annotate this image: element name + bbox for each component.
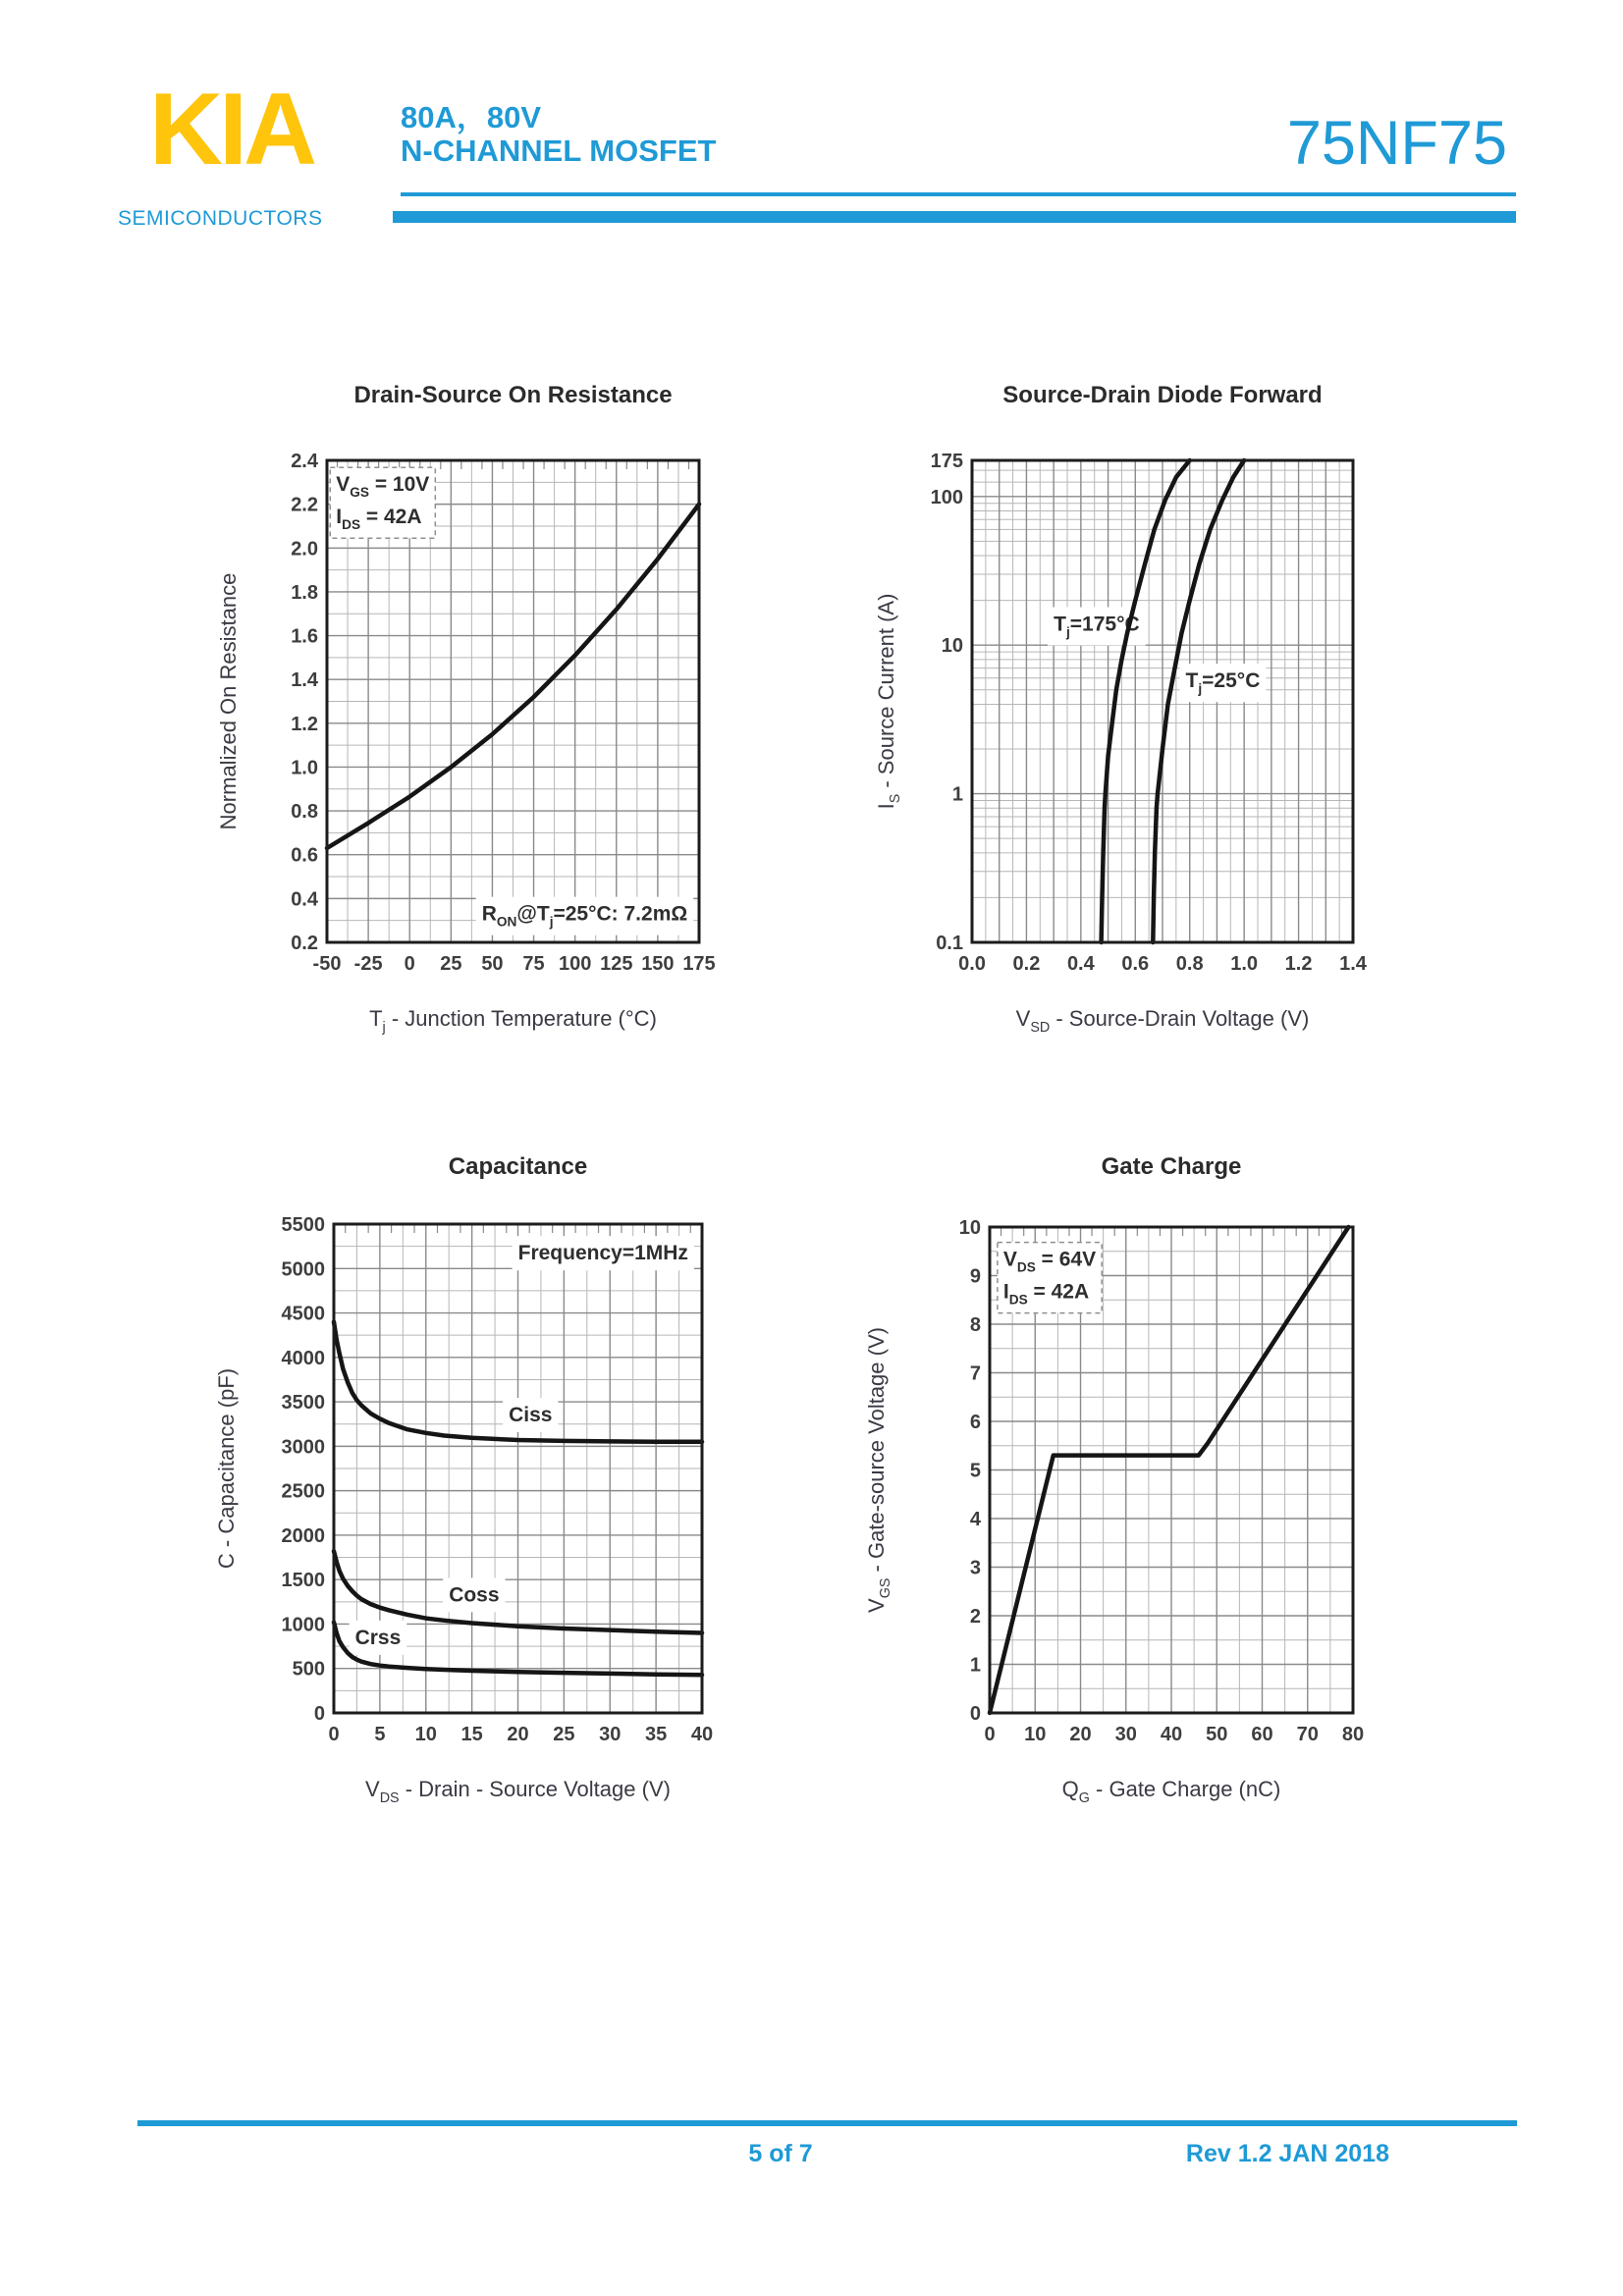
x-tick-label: 50 — [1206, 1724, 1228, 1745]
chart-svg — [815, 1124, 1463, 1831]
x-tick-label: 0.2 — [1012, 953, 1041, 975]
x-tick-label: 10 — [414, 1724, 437, 1745]
chart-title: Capacitance — [448, 1153, 588, 1180]
annotation — [443, 1577, 505, 1612]
y-tick-label: 175 — [930, 451, 963, 472]
x-tick-label: 0 — [984, 1724, 996, 1745]
chart-title: Gate Charge — [1101, 1153, 1242, 1180]
x-tick-label: 15 — [460, 1724, 483, 1745]
x-tick-label: 25 — [553, 1724, 575, 1745]
x-tick-label: 1.0 — [1230, 953, 1259, 975]
logo-subtitle: SEMICONDUCTORS — [118, 207, 323, 230]
y-tick-label: 2000 — [281, 1524, 325, 1547]
x-tick-label: 60 — [1251, 1724, 1273, 1745]
y-tick-label: 7 — [969, 1362, 981, 1385]
y-tick-label: 0 — [969, 1703, 981, 1725]
x-tick-label: 40 — [690, 1724, 714, 1745]
x-tick-label: 175 — [682, 953, 716, 975]
x-tick-label: 30 — [599, 1724, 622, 1745]
x-tick-label: 150 — [641, 953, 675, 975]
annotation-text: $I_{DS} = 42A$ — [1002, 1280, 1090, 1308]
y-tick-label: 3 — [969, 1557, 981, 1579]
y-tick-label: 0 — [313, 1703, 325, 1725]
page-number: 5 of 7 — [748, 2140, 813, 2167]
x-tick-label: 75 — [522, 953, 545, 975]
x-tick-label: 0.6 — [1121, 953, 1150, 975]
y-tick-label: 10 — [958, 1217, 981, 1239]
x-tick-label: 20 — [1069, 1724, 1092, 1745]
annotation — [503, 1398, 558, 1432]
y-tick-label: 5500 — [281, 1214, 325, 1236]
annotation-text: Ciss — [509, 1404, 553, 1427]
y-tick-label: 6 — [969, 1412, 981, 1433]
x-tick-label: -25 — [353, 953, 383, 975]
annotation-text: $V_{GS} = 10V$ — [336, 473, 430, 501]
x-tick-label: 100 — [558, 953, 592, 975]
annotation-text: Frequency=1MHz — [517, 1242, 688, 1265]
part-number: 75NF75 — [1286, 109, 1507, 178]
x-tick-label: 0.8 — [1175, 953, 1204, 975]
x-tick-label: 1.4 — [1339, 953, 1367, 975]
y-tick-label: 4000 — [281, 1347, 325, 1369]
y-tick-label: 10 — [941, 635, 963, 658]
x-axis-label: $T_j$ - Junction Temperature (°C) — [369, 1006, 657, 1036]
x-tick-label: 0 — [404, 953, 415, 975]
chart-title: Source-Drain Diode Forward — [1002, 382, 1323, 408]
x-tick-label: 40 — [1160, 1724, 1183, 1745]
x-tick-label: 0.0 — [958, 953, 986, 975]
y-axis-label: $V_{GS}$ - Gate-source Voltage (V) — [864, 1327, 893, 1613]
y-tick-label: 9 — [969, 1265, 981, 1288]
y-tick-label: 100 — [930, 486, 963, 508]
x-tick-label: 70 — [1296, 1724, 1319, 1745]
y-tick-label: 4 — [969, 1509, 981, 1530]
x-tick-label: 1.2 — [1284, 953, 1313, 975]
grid-major — [972, 460, 1353, 942]
device-rating: 80A，80V — [401, 100, 542, 134]
y-tick-label: 500 — [292, 1658, 325, 1681]
x-tick-label: 10 — [1024, 1724, 1047, 1745]
chart-svg — [167, 1124, 815, 1831]
y-tick-label: 2.2 — [291, 494, 318, 516]
y-tick-label: 2.0 — [291, 538, 318, 561]
annotation — [476, 897, 693, 935]
annotation-text: $T_j=175^\circ C$ — [1054, 613, 1140, 640]
y-tick-label: 0.2 — [291, 933, 318, 954]
y-tick-label: 3000 — [281, 1436, 325, 1459]
y-tick-label: 0.4 — [291, 888, 318, 911]
y-tick-label: 1 — [951, 783, 963, 806]
chart-source-drain-diode-forward — [815, 358, 1463, 1065]
chart-svg — [167, 358, 815, 1065]
y-axis-label: Normalized On Resistance — [216, 572, 241, 830]
y-tick-label: 1000 — [281, 1614, 325, 1636]
y-tick-label: 1.0 — [291, 757, 318, 779]
y-tick-label: 2 — [969, 1606, 981, 1628]
annotations — [998, 1243, 1102, 1313]
device-type: N-CHANNEL MOSFET — [401, 133, 717, 168]
y-tick-label: 0.8 — [291, 801, 318, 824]
annotation-text: $V_{DS} = 64V$ — [1002, 1248, 1097, 1275]
kia-logo: KIA — [149, 73, 314, 187]
y-tick-label: 1.6 — [291, 625, 318, 648]
y-tick-label: 1500 — [281, 1570, 325, 1592]
annotation-text: $I_{DS} = 42A$ — [336, 506, 422, 533]
header-rule-thick — [393, 211, 1516, 223]
x-tick-label: 5 — [374, 1724, 386, 1745]
annotation-text: $R_{ON}@T_j=25^\circ C$: 7.2mΩ — [481, 902, 688, 930]
x-tick-label: -50 — [312, 953, 342, 975]
chart-title: Drain-Source On Resistance — [353, 382, 673, 408]
y-axis-label: C - Capacitance (pF) — [214, 1367, 239, 1570]
y-tick-label: 0.1 — [936, 933, 963, 954]
x-tick-label: 125 — [600, 953, 633, 975]
x-tick-label: 35 — [645, 1724, 668, 1745]
footer-rule — [137, 2120, 1517, 2126]
tick-labels — [282, 1214, 714, 1745]
y-tick-label: 1 — [969, 1654, 981, 1677]
y-tick-label: 4500 — [281, 1303, 325, 1325]
annotation-text: Coss — [449, 1583, 500, 1607]
y-tick-label: 3500 — [281, 1392, 325, 1415]
chart-gate-charge — [815, 1124, 1463, 1831]
chart-capacitance — [167, 1124, 815, 1831]
x-axis-label: $V_{DS}$ - Drain - Source Voltage (V) — [365, 1777, 671, 1806]
y-tick-label: 5000 — [281, 1258, 325, 1281]
annotations — [350, 1236, 694, 1655]
y-tick-label: 2.4 — [291, 451, 318, 472]
x-tick-label: 25 — [440, 953, 462, 975]
annotation — [513, 1236, 694, 1270]
annotation-text: Crss — [354, 1626, 402, 1649]
y-tick-label: 0.6 — [291, 844, 318, 867]
y-tick-label: 1.4 — [291, 669, 318, 692]
x-tick-label: 0 — [328, 1724, 340, 1745]
y-tick-label: 5 — [969, 1460, 981, 1482]
revision-label: Rev 1.2 JAN 2018 — [1185, 2140, 1389, 2167]
annotation — [330, 467, 435, 538]
y-tick-label: 1.2 — [291, 713, 318, 735]
chart-drain-source-on-resistance — [167, 358, 815, 1065]
annotation — [1180, 664, 1267, 702]
y-axis-label: $I_S$ - Source Current (A) — [874, 593, 903, 810]
x-tick-label: 80 — [1341, 1724, 1365, 1745]
y-tick-label: 8 — [969, 1314, 981, 1336]
annotation-text: $T_j=25^\circ C$ — [1185, 669, 1261, 697]
y-tick-label: 1.8 — [291, 581, 318, 604]
chart-svg — [815, 358, 1463, 1065]
x-tick-label: 30 — [1114, 1724, 1137, 1745]
x-tick-label: 20 — [507, 1724, 529, 1745]
x-tick-label: 0.4 — [1066, 953, 1095, 975]
y-tick-label: 2500 — [281, 1480, 325, 1503]
header-rule-thin — [401, 192, 1516, 196]
annotation — [350, 1621, 407, 1655]
annotation — [998, 1243, 1102, 1313]
x-axis-label: $V_{SD}$ - Source-Drain Voltage (V) — [1015, 1006, 1310, 1036]
x-axis-label: $Q_G$ - Gate Charge (nC) — [1061, 1777, 1281, 1806]
x-tick-label: 50 — [481, 953, 504, 975]
